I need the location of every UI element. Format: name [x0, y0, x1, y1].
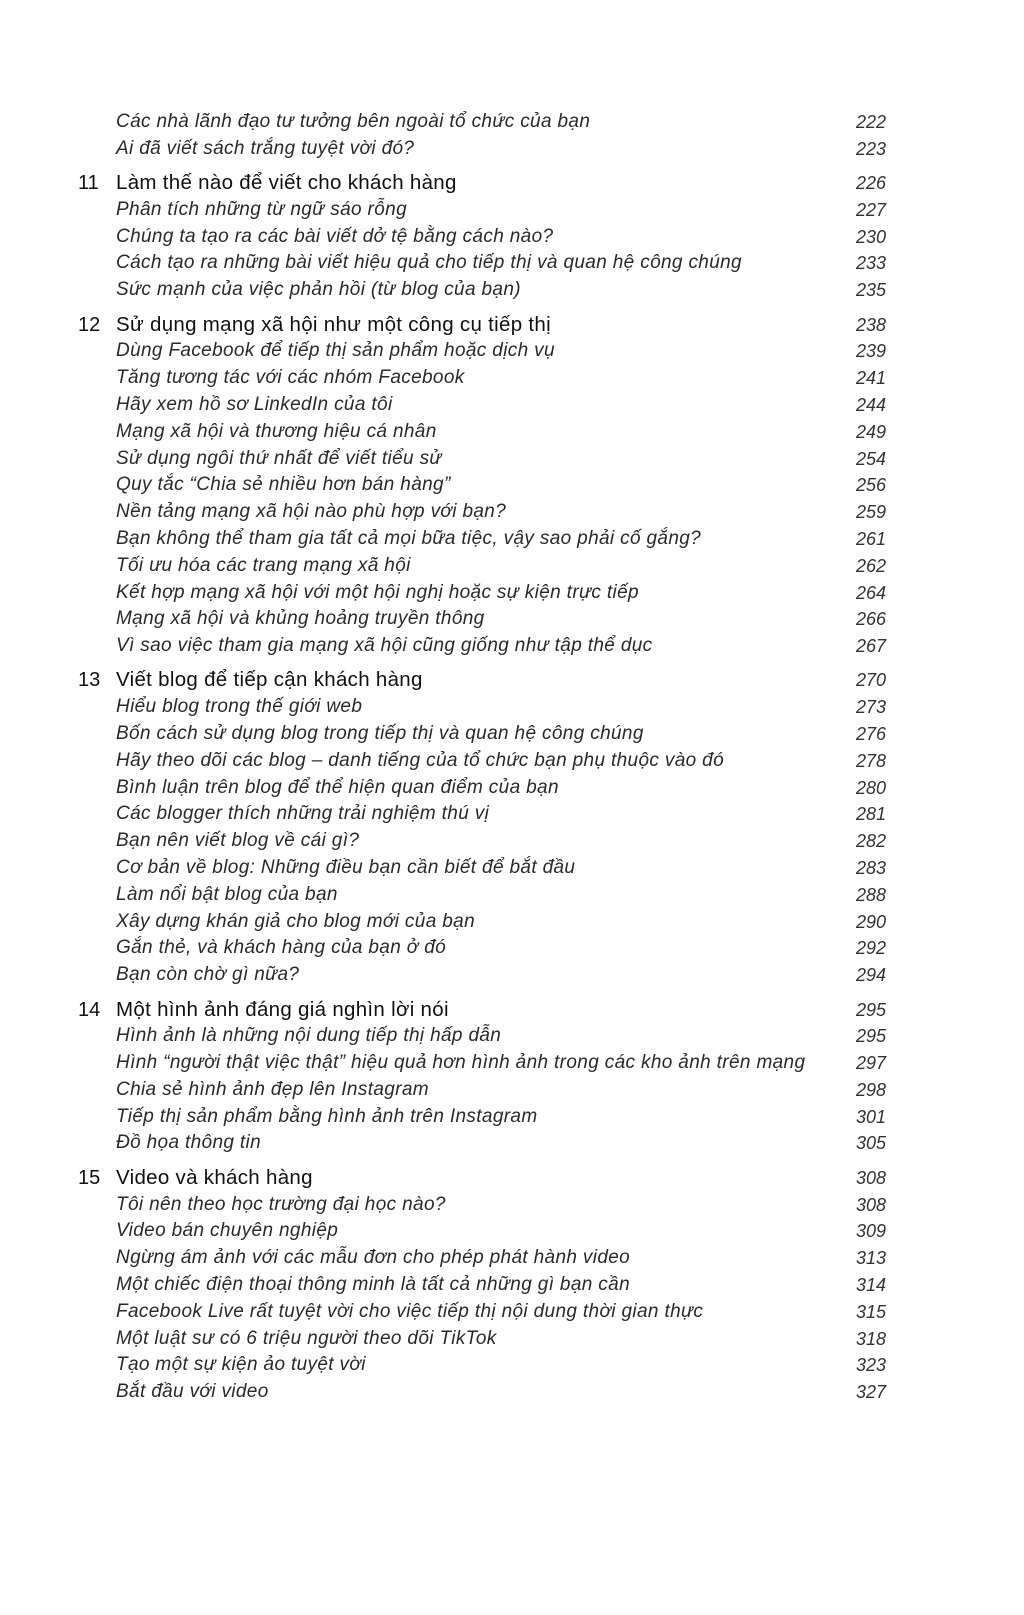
toc-entry[interactable] [0, 499, 1024, 526]
chapter-page-number: 295 [855, 999, 886, 1020]
entry-page-number: 301 [855, 1106, 886, 1127]
entry-title: Tôi nên theo học trường đại học nào? [116, 1193, 446, 1215]
entry-page-number: 273 [855, 697, 886, 718]
toc-entry[interactable] [0, 606, 1024, 633]
toc-entry[interactable] [0, 1352, 1024, 1379]
entry-title: Bạn còn chờ gì nữa? [116, 964, 300, 986]
toc-entry[interactable] [0, 250, 1024, 277]
toc-entry[interactable] [0, 1218, 1024, 1245]
entry-page-number: 282 [855, 831, 886, 852]
entry-page-number: 223 [855, 138, 886, 159]
entry-title: Tối ưu hóa các trang mạng xã hội [116, 554, 411, 576]
toc-entry[interactable] [0, 1192, 1024, 1219]
entry-page-number: 283 [855, 858, 886, 879]
entry-page-number: 315 [855, 1301, 886, 1322]
entry-page-number: 256 [855, 475, 886, 496]
chapter-title: Viết blog để tiếp cận khách hàng [116, 668, 423, 692]
toc-entry[interactable] [0, 1023, 1024, 1050]
entry-title: Mạng xã hội và khủng hoảng truyền thông [116, 608, 485, 630]
chapter-heading[interactable] [0, 1165, 1024, 1192]
entry-title: Gắn thẻ, và khách hàng của bạn ở đó [116, 937, 447, 959]
chapter-number: 14 [78, 998, 101, 1021]
chapter-heading[interactable] [0, 170, 1024, 197]
toc-entry[interactable] [0, 1245, 1024, 1272]
entry-page-number: 280 [855, 777, 886, 798]
entry-title: Video bán chuyên nghiệp [116, 1220, 339, 1242]
toc-entry[interactable] [0, 855, 1024, 882]
toc-entry[interactable] [0, 197, 1024, 224]
entry-title: Quy tắc “Chia sẻ nhiều hơn bán hàng” [116, 474, 451, 496]
toc-entry[interactable] [0, 580, 1024, 607]
entry-title: Các blogger thích những trải nghiệm thú vị [116, 803, 490, 825]
entry-page-number: 294 [855, 965, 886, 986]
entry-title: Đồ họa thông tin [116, 1132, 262, 1154]
entry-title: Hiểu blog trong thế giới web [116, 696, 363, 718]
entry-title: Hình “người thật việc thật” hiệu quả hơn hình ảnh trong các kho ảnh trên mạng [116, 1052, 806, 1074]
entry-title: Bạn không thể tham gia tất cả mọi bữa tiệc, vậy sao phải cố gắng? [116, 527, 702, 549]
chapter-heading[interactable] [0, 667, 1024, 694]
entry-page-number: 230 [855, 226, 886, 247]
entry-page-number: 288 [855, 884, 886, 905]
entry-page-number: 233 [855, 253, 886, 274]
entry-title: Ai đã viết sách trắng tuyệt vời đó? [116, 137, 415, 159]
entry-page-number: 318 [855, 1328, 886, 1349]
entry-page-number: 249 [855, 421, 886, 442]
entry-title: Vì sao việc tham gia mạng xã hội cũng giống như tập thể dục [116, 635, 653, 657]
toc-entry[interactable] [0, 962, 1024, 989]
chapter-page-number: 308 [855, 1167, 886, 1188]
entry-title: Một chiếc điện thoại thông minh là tất cả những gì bạn cần [116, 1273, 630, 1295]
toc-entry[interactable] [0, 748, 1024, 775]
entry-title: Bình luận trên blog để thể hiện quan điểm của bạn [116, 776, 559, 798]
entry-title: Làm nổi bật blog của bạn [116, 883, 338, 905]
toc-entry[interactable] [0, 392, 1024, 419]
toc-entry[interactable] [0, 1379, 1024, 1406]
entry-page-number: 305 [855, 1133, 886, 1154]
toc-entry[interactable] [0, 136, 1024, 163]
entry-title: Hãy theo dõi các blog – danh tiếng của tổ chức bạn phụ thuộc vào đó [116, 749, 725, 771]
entry-page-number: 266 [855, 609, 886, 630]
entry-page-number: 281 [855, 804, 886, 825]
entry-title: Bốn cách sử dụng blog trong tiếp thị và quan hệ công chúng [116, 723, 644, 745]
entry-title: Bắt đầu với video [116, 1381, 269, 1403]
entry-page-number: 227 [855, 199, 886, 220]
entry-page-number: 298 [855, 1079, 886, 1100]
chapter-page-number: 226 [855, 173, 886, 194]
toc-entry[interactable] [0, 721, 1024, 748]
entry-title: Xây dựng khán giả cho blog mới của bạn [116, 910, 475, 932]
toc-entry[interactable] [0, 1299, 1024, 1326]
toc-entry[interactable] [0, 801, 1024, 828]
entry-page-number: 308 [855, 1194, 886, 1215]
toc-entry[interactable] [0, 775, 1024, 802]
entry-title: Mạng xã hội và thương hiệu cá nhân [116, 420, 437, 442]
entry-page-number: 254 [855, 448, 886, 469]
toc-entry[interactable] [0, 1272, 1024, 1299]
toc-entry[interactable] [0, 419, 1024, 446]
chapter-title: Một hình ảnh đáng giá nghìn lời nói [116, 997, 449, 1021]
entry-title: Một luật sư có 6 triệu người theo dõi TikTok [116, 1327, 497, 1349]
toc-entry[interactable] [0, 472, 1024, 499]
entry-title: Facebook Live rất tuyệt vời cho việc tiếp thị nội dung thời gian thực [116, 1300, 704, 1322]
entry-page-number: 314 [855, 1274, 886, 1295]
entry-page-number: 309 [855, 1221, 886, 1242]
toc-entry[interactable] [0, 1077, 1024, 1104]
toc-entry[interactable] [0, 224, 1024, 251]
toc-entry[interactable] [0, 446, 1024, 473]
entry-title: Kết hợp mạng xã hội với một hội nghị hoặc sự kiện trực tiếp [116, 581, 639, 603]
toc-entry[interactable] [0, 694, 1024, 721]
chapter-page-number: 238 [855, 314, 886, 335]
chapter-number: 12 [78, 313, 101, 336]
chapter-title: Video và khách hàng [116, 1165, 313, 1189]
toc-entry[interactable] [0, 1104, 1024, 1131]
toc-entry[interactable] [0, 338, 1024, 365]
entry-page-number: 292 [855, 938, 886, 959]
chapter-number: 13 [78, 669, 101, 692]
entry-page-number: 222 [855, 112, 886, 132]
entry-page-number: 244 [855, 394, 886, 415]
entry-title: Bạn nên viết blog về cái gì? [116, 830, 360, 852]
chapter-title: Làm thế nào để viết cho khách hàng [116, 171, 457, 195]
entry-page-number: 259 [855, 502, 886, 523]
chapter-page-number: 270 [855, 670, 886, 691]
entry-page-number: 264 [855, 582, 886, 603]
chapter-number: 15 [78, 1166, 101, 1189]
toc-entry[interactable] [0, 1050, 1024, 1077]
entry-page-number: 267 [855, 636, 886, 657]
entry-title: Sức mạnh của việc phản hồi (từ blog của bạn) [116, 279, 521, 301]
entry-title: Tăng tương tác với các nhóm Facebook [116, 367, 465, 389]
toc-entry[interactable] [0, 109, 1024, 136]
toc-entry[interactable] [0, 526, 1024, 553]
toc-entry[interactable] [0, 909, 1024, 936]
toc-entry[interactable] [0, 633, 1024, 660]
entry-page-number: 327 [855, 1382, 886, 1403]
entry-page-number: 276 [855, 724, 886, 745]
toc-entry[interactable] [0, 1326, 1024, 1353]
entry-page-number: 278 [855, 750, 886, 771]
chapter-heading[interactable] [0, 997, 1024, 1024]
entry-title: Tiếp thị sản phẩm bằng hình ảnh trên Instagram [116, 1105, 538, 1127]
entry-page-number: 262 [855, 555, 886, 576]
toc-entry[interactable] [0, 828, 1024, 855]
toc-entry[interactable] [0, 277, 1024, 304]
entry-page-number: 295 [855, 1026, 886, 1047]
entry-page-number: 290 [855, 911, 886, 932]
entry-title: Hình ảnh là những nội dung tiếp thị hấp dẫn [116, 1025, 502, 1047]
entry-page-number: 241 [855, 368, 886, 389]
entry-title: Hãy xem hồ sơ LinkedIn của tôi [116, 393, 393, 415]
entry-title: Các nhà lãnh đạo tư tưởng bên ngoài tổ chức của bạn [116, 111, 591, 132]
entry-page-number: 235 [855, 280, 886, 301]
entry-title: Tạo một sự kiện ảo tuyệt vời [116, 1354, 366, 1376]
chapter-heading[interactable] [0, 312, 1024, 339]
entry-page-number: 323 [855, 1355, 886, 1376]
entry-title: Cơ bản về blog: Những điều bạn cần biết để bắt đầu [116, 857, 576, 879]
entry-page-number: 239 [855, 341, 886, 362]
entry-title: Ngừng ám ảnh với các mẫu đơn cho phép phát hành video [116, 1247, 631, 1269]
entry-title: Chia sẻ hình ảnh đẹp lên Instagram [116, 1078, 429, 1100]
toc-entry[interactable] [0, 882, 1024, 909]
toc-entry[interactable] [0, 553, 1024, 580]
toc-entry[interactable] [0, 365, 1024, 392]
entry-page-number: 261 [855, 528, 886, 549]
entry-page-number: 297 [855, 1053, 886, 1074]
entry-title: Sử dụng ngôi thứ nhất để viết tiểu sử [116, 447, 442, 469]
chapter-number: 11 [78, 172, 99, 195]
toc-entry[interactable] [0, 935, 1024, 962]
entry-page-number: 313 [855, 1248, 886, 1269]
table-of-contents [0, 109, 1024, 1406]
chapter-title: Sử dụng mạng xã hội như một công cụ tiếp thị [116, 312, 551, 336]
entry-title: Cách tạo ra những bài viết hiệu quả cho tiếp thị và quan hệ công chúng [116, 252, 742, 274]
entry-title: Phân tích những từ ngữ sáo rỗng [116, 198, 407, 220]
entry-title: Dùng Facebook để tiếp thị sản phẩm hoặc dịch vụ [116, 340, 555, 362]
entry-title: Chúng ta tạo ra các bài viết dở tệ bằng cách nào? [116, 225, 554, 247]
toc-entry[interactable] [0, 1130, 1024, 1157]
entry-title: Nền tảng mạng xã hội nào phù hợp với bạn? [116, 501, 507, 523]
